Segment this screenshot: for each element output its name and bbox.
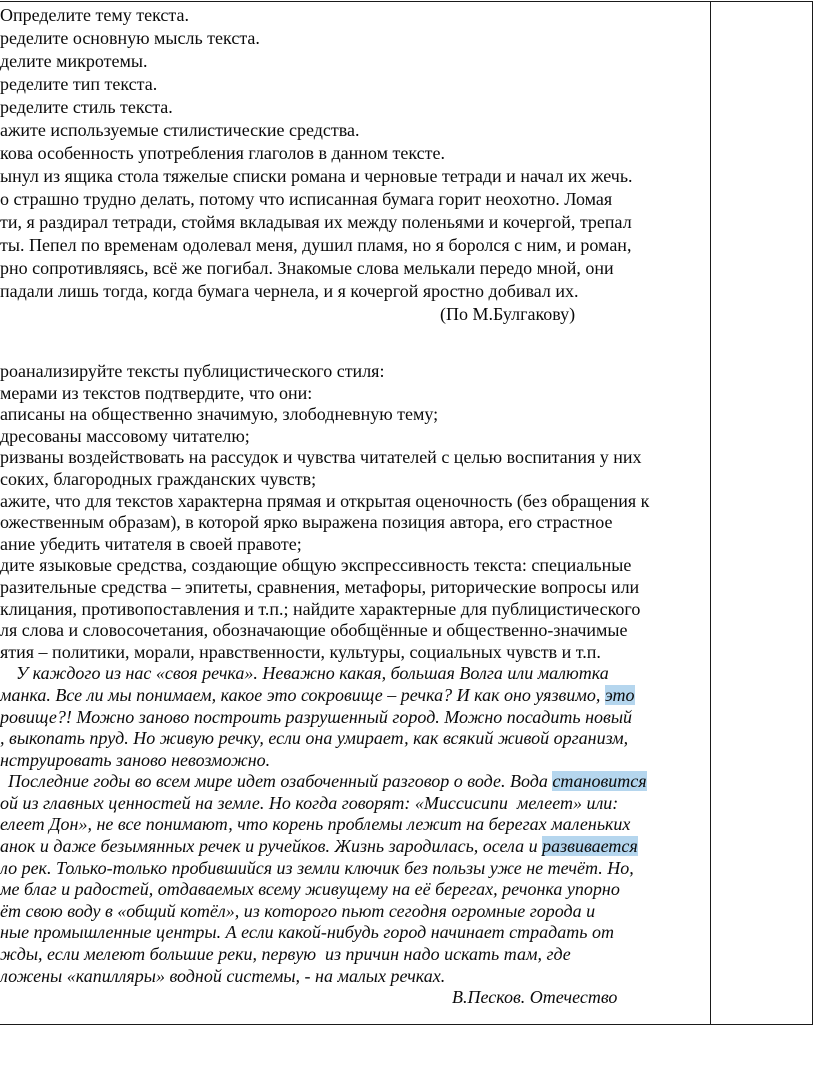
paragraph-gap (0, 326, 706, 361)
text-line: мерами из текстов подтвердите, что они: (0, 382, 313, 403)
text-line: анок и даже безымянных речек и ручейков. Жизнь зародилась, осела и развивается (0, 836, 638, 857)
text-line: ты. Пепел по временам одолевал меня, душил пламя, но я боролся с ним, и роман, (0, 235, 632, 255)
text-line: разительные средства – эпитеты, сравнения, метафоры, риторические вопросы или (0, 576, 640, 597)
text-line: ля слова и словосочетания, обозначающие обобщённые и общественно-значимые (0, 620, 628, 641)
text-line: ложены «капилляры» водной системы, - на малых речках. (0, 965, 446, 986)
text-line: аписаны на общественно значимую, злободневную тему; (0, 404, 439, 425)
text-line: соких, благородных гражданских чувств; (0, 468, 317, 489)
text-line: роанализируйте тексты публицистического стиля: (0, 361, 385, 381)
text-line: ло рек. Только-только пробившийся из земли ключик без пользы уже не течёт. Но, (0, 857, 634, 878)
publicistic-analysis-text-block (0, 361, 706, 1009)
text-line: В.Песков. Отечество (452, 987, 618, 1008)
text-line: дите языковые средства, создающие общую экспрессивность текста: специальные (0, 555, 632, 576)
text-line: рно сопротивляясь, всё же погибал. Знакомые слова мелькали передо мной, они (0, 258, 614, 278)
highlighted-word: развивается (542, 836, 638, 857)
text-line: ровище?! Можно заново построить разрушенный город. Можно посадить новый (0, 706, 633, 727)
text-line: ажите используемые стилистические средства. (0, 120, 360, 140)
text-line: ти, я раздирал тетради, стоймя вкладывая их между поленьями и кочергой, трепал (0, 212, 632, 232)
text-line: , выкопать пруд. Но живую речку, если она умирает, как всякий живой организм, (0, 728, 629, 749)
text-line: ризваны воздействовать на рассудок и чувства читателей с целью воспитания у них (0, 447, 642, 468)
text-line: ределите стиль текста. (0, 97, 173, 117)
text-line: ределите тип текста. (0, 74, 158, 94)
text-line: манка. Все ли мы понимаем, какое это сокровище – речка? И как оно уязвимо, это (0, 684, 635, 705)
text-line: У каждого из нас «своя речка». Неважно какая, большая Волга или малютка (16, 663, 609, 684)
text-line: ой из главных ценностей на земле. Но когда говорят: «Миссисипи мелеет» или: (0, 792, 619, 813)
table-cell-empty (711, 2, 813, 1024)
text-line: Последние годы во всем мире идет озабоченный разговор о воде. Вода становится (8, 771, 647, 792)
text-line: дресованы массовому читателю; (0, 425, 250, 446)
document-table (0, 1, 813, 1025)
text-line: ание убедить читателя в своей правоте; (0, 533, 302, 554)
text-line: ожественным образам), в которой ярко выражена позиция автора, его страстное (0, 512, 613, 533)
text-line: елеет Дон», не все понимают, что корень проблемы лежит на берегах маленьких (0, 814, 631, 835)
text-line: ёт свою воду в «общий котёл», из которого пьют сегодня огромные города и (0, 900, 596, 921)
text-line: кова особенность употребления глаголов в данном тексте. (0, 143, 445, 163)
text-line: ынул из ящика стола тяжелые списки романа и черновые тетради и начал их жечь. (0, 166, 633, 186)
text-line: ные промышленные центры. А если какой-нибудь город начинает страдать от (0, 922, 614, 943)
text-line: о страшно трудно делать, потому что исписанная бумага горит неохотно. Ломая (0, 189, 613, 209)
table-cell-content (0, 2, 711, 1024)
text-line: ределите основную мысль текста. (0, 28, 260, 48)
text-line: клицания, противопоставления и т.п.; найдите характерные для публицистического (0, 598, 641, 619)
text-line: (По М.Булгакову) (440, 304, 576, 324)
text-line: нструировать заново невозможно. (0, 749, 271, 770)
text-line: Определите тему текста. (0, 5, 189, 25)
tasks-and-bulgakov-text-block (0, 4, 706, 326)
highlighted-word: это (604, 684, 635, 705)
text-line: жды, если мелеют большие реки, первую из причин надо искать там, где (0, 944, 571, 965)
text-line: ятия – политики, морали, нравственности, культуры, социальных чувств и т.п. (0, 641, 601, 662)
text-line: ме благ и радостей, отдаваемых всему живущему на её берегах, речонка упорно (0, 879, 620, 900)
text-line: ажите, что для текстов характерна прямая и открытая оценочность (без обращения к (0, 490, 650, 511)
highlighted-word: становится (552, 771, 647, 792)
text-line: делите микротемы. (0, 51, 148, 71)
text-line: падали лишь тогда, когда бумага чернела, и я кочергой яростно добивал их. (0, 281, 579, 301)
